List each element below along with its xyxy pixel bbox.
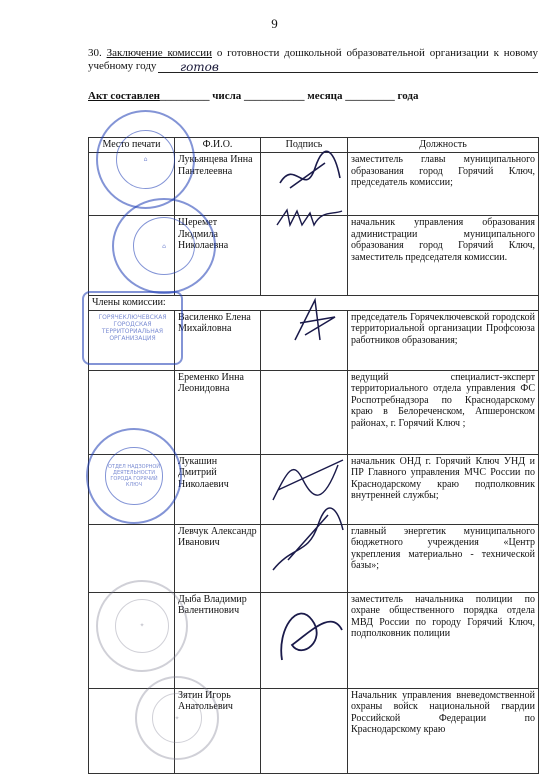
header-name: Ф.И.О. (175, 138, 261, 153)
header-position: Должность (348, 138, 539, 153)
item-30-number: 30. (88, 47, 102, 59)
handwritten-verdict: готов (180, 60, 219, 74)
seal-stamp-icon: ✦ (135, 676, 219, 760)
position-cell: начальник ОНД г. Горячий Ключ УНД и ПР Главного управления МЧС России по Краснодарскому краю подполковник внутренней службы; (348, 454, 539, 524)
position-cell: заместитель главы муниципального образования город Горячий Ключ, председатель комиссии; (348, 153, 539, 216)
signature-icon (272, 205, 347, 235)
position-cell: председатель Горячеключевской городской территориальной организации Профсоюза работников образования; (348, 310, 539, 370)
position-cell: заместитель начальника полиции по охране общественного порядка отдела МВД России по городу Горячий Ключ, подполковник полиции (348, 592, 539, 688)
members-label: Члены комиссии: (89, 296, 539, 311)
name-cell: Дыба Владимир Валентинович (175, 592, 261, 688)
page-number: 9 (271, 16, 278, 31)
position-cell: ведущий специалист-эксперт территориального отдела управления ФС Роспотребнадзора по Краснодарскому краю в Белореченском, Апшеронском районах, г. Горячий Ключ ; (348, 370, 539, 454)
signature-icon (272, 590, 347, 670)
position-cell: Начальник управления вневедомственной охраны войск национальной гвардии Российской Федерации по Краснодарскому краю (348, 688, 539, 773)
item-30-title: Заключение комиссии (106, 47, 212, 59)
signature-icon (268, 505, 348, 580)
name-cell: Василенко Елена Михайловна (175, 310, 261, 370)
signature-icon (275, 148, 345, 203)
act-year: года (397, 90, 419, 102)
item-30-text (88, 47, 538, 73)
act-day: числа (212, 90, 242, 102)
header-signature: Подпись (261, 138, 348, 153)
signature-icon (285, 295, 345, 345)
name-cell: Лукьянцева Инна Пантелеевна (175, 153, 261, 216)
name-cell: Левчук Александр Иванович (175, 524, 261, 592)
name-cell: Зятин Игорь Анатольевич (175, 688, 261, 773)
name-cell: Шеремет Людмила Николаевна (175, 216, 261, 296)
position-cell: начальник управления образования администрации муниципального образования город Горячий Ключ, заместитель председателя комиссии. (348, 216, 539, 296)
seal-stamp-icon: ⌂ (96, 110, 195, 209)
act-month: месяца (307, 90, 343, 102)
header-stamp: Место печати (89, 138, 175, 153)
name-cell: Лукашин Дмитрий Николаевич (175, 454, 261, 524)
act-prefix: Акт составлен (88, 90, 160, 102)
name-cell: Еременко Инна Леонидовна (175, 370, 261, 454)
round-stamp-icon: ОТДЕЛ НАДЗОРНОЙ ДЕЯТЕЛЬНОСТИ ГОРОДА ГОРЯЧИЙ КЛЮЧ (86, 428, 182, 524)
organization-stamp-icon: ГОРЯЧЕКЛЮЧЕВСКАЯ ГОРОДСКАЯ ТЕРРИТОРИАЛЬНАЯ ОРГАНИЗАЦИЯ (82, 291, 183, 365)
position-cell: главный энергетик муниципального бюджетного учреждения «Центр укрепления материально - технической базы»; (348, 524, 539, 592)
seal-stamp-icon: ⌂ (112, 198, 216, 294)
signature-icon (268, 450, 348, 510)
item-30-body: о готовности дошкольной образовательной организации к новому учебному году (88, 47, 539, 72)
act-line: Акт составлен_________ числа ___________ месяца _________ года (88, 90, 419, 102)
seal-stamp-icon: ✦ (96, 580, 188, 672)
